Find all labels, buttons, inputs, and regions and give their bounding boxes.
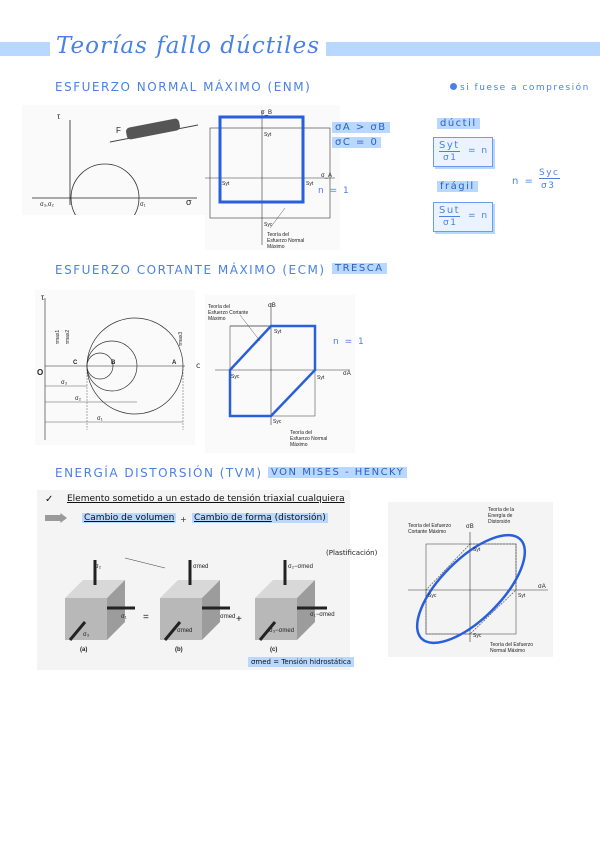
frac1-eq: = n [468,146,489,156]
cube-a [65,580,125,640]
s2-label: σ₂ [75,396,82,402]
enm-heading: ESFUERZO NORMAL MÁXIMO (ENM) [55,80,312,94]
syt-top: Syt [473,547,481,553]
tvm-tag: VON MISES - HENCKY [268,467,407,478]
c-smed1: σmed [193,564,209,570]
c-smed2: σmed [220,614,236,620]
A-label: A [172,360,177,366]
c-smed3: σmed [177,628,193,634]
c-s2: σ₂ [95,564,102,570]
frac2-num: Sut [439,205,461,216]
axis-x-label: σ_A [321,173,333,179]
tvm-cubes [55,540,345,655]
plus-label: + [180,515,187,524]
c-eq: = [143,612,149,623]
hydro-label: σmed = Tensión hidrostática [248,657,354,667]
check-icon: ✓ [45,494,54,505]
cap-top-1: Teoría del [208,304,230,310]
vol-label: Cambio de volumen [84,513,175,523]
tvm-heading: ENERGÍA DISTORSIÓN (TVM) [55,466,263,480]
tvm-line1: Elemento sometido a un estado de tensión triaxial cualquiera [67,494,345,504]
syc-label: Syc [264,222,273,228]
cap-tr-3: Distorsión [488,519,511,525]
B-label: B [111,360,116,366]
cap-3: Máximo [267,244,285,250]
tmax3: τmax3 [178,331,184,346]
frac3-den: σ3 [541,181,556,191]
ecm-n-label: n = 1 [333,337,366,347]
syt-left: Syt [222,181,230,187]
c-b: (b) [175,647,183,653]
syt-right: Syt [317,375,325,381]
syt-right: Syt [518,593,526,599]
c-label: c [196,361,201,370]
s1-label: σ₁ [140,202,146,208]
c-plus: + [236,614,242,625]
cap-bot-3: Máximo [290,442,308,448]
s1-label: σ₁ [97,416,103,422]
syc-left: Syc [231,374,240,380]
cap-1: Teoría del [267,232,289,238]
cap-bot-2: Normal Máximo [490,648,526,654]
enm-note [450,83,590,93]
tau-label: τ [41,293,45,302]
fragil-tag: frágil [437,181,478,192]
dist-label: (distorsión) [274,513,326,523]
tmax1: τmax1 [55,329,61,344]
frac2-eq: = n [468,211,489,221]
cap-top-3: Máximo [208,316,226,322]
ecm-failure-plot [205,295,355,453]
frac1-num: Syt [439,140,460,151]
sigma-label: σ [186,197,192,207]
s3-label: σ₃ [61,380,68,386]
axis-y-label: σB [268,303,276,309]
frac3-num: Syc [539,168,560,178]
forma-label: Cambio de forma [194,513,272,523]
cap-tl-2: Cortante Máximo [408,529,447,535]
c-c: (c) [270,647,278,653]
axis-y-label: σB [466,524,474,530]
enm-failure-plot [205,105,340,250]
c-s2m: σ₂−σmed [288,564,313,570]
axis-x-label: σA [538,584,546,590]
enm-n-label: n = 1 [318,186,351,196]
syt-right: Syt [306,181,314,187]
syc-left: Syc [428,593,437,599]
frac3-lhs: n = [512,176,535,187]
cap-tr-2: Energía de [488,513,513,519]
enm-mohr-figure [22,105,207,215]
frac1-den: σ1 [443,153,458,163]
c-s3m: σ₃−σmed [269,628,295,634]
s3s2-label: σ₃,σ₂ [40,202,54,208]
ecm-mohr-figure [35,290,195,445]
axis-y-label: σ_B [261,110,273,116]
syt-top: Syt [264,132,272,138]
tau-label: τ [57,112,61,121]
c-s1: σ₁ [121,614,127,620]
ductil-formula [433,137,493,167]
cap-tr-1: Teoría de la [488,507,515,513]
bullet-icon [450,83,457,90]
syc-bottom: Syc [473,633,482,639]
cond2: σC = 0 [332,137,381,148]
tvm-failure-plot [388,502,553,657]
syt-top: Syt [274,329,282,335]
page-title: Teorías fallo dúctiles [50,33,326,59]
force-label: F [116,126,121,135]
cap-2: Esfuerzo Normal [267,238,305,244]
ductil-tag: dúctil [437,118,480,129]
c-s3: σ₃ [83,632,90,638]
cond1: σA > σB [332,122,390,133]
tmax2: τmax2 [65,329,71,344]
syc-bottom: Syc [273,419,282,425]
fragil-formula [433,202,493,232]
cap-bot-1: Teoría del [290,430,312,436]
cap-bot-1: Teoría del Esfuerzo [490,642,534,648]
O-label: O [37,368,44,377]
plast-label: (Plastificación) [326,549,378,557]
ecm-heading: ESFUERZO CORTANTE MÁXIMO (ECM) [55,263,326,277]
c-a: (a) [80,647,88,653]
c-s1m: σ₁−σmed [310,612,335,618]
axis-x-label: σA [343,371,351,377]
panel-bg [22,105,207,215]
cap-tl-1: Teoría del Esfuerzo [408,523,452,529]
cap-top-2: Esfuerzo Cortante [208,310,249,316]
note-text: si fuese a compresión [460,83,590,93]
forma-row [192,513,328,523]
cap-bot-2: Esfuerzo Normal [290,436,328,442]
ecm-tag: TRESCA [332,263,387,274]
frac2-den: σ1 [443,218,458,228]
C-label: C [73,360,78,366]
